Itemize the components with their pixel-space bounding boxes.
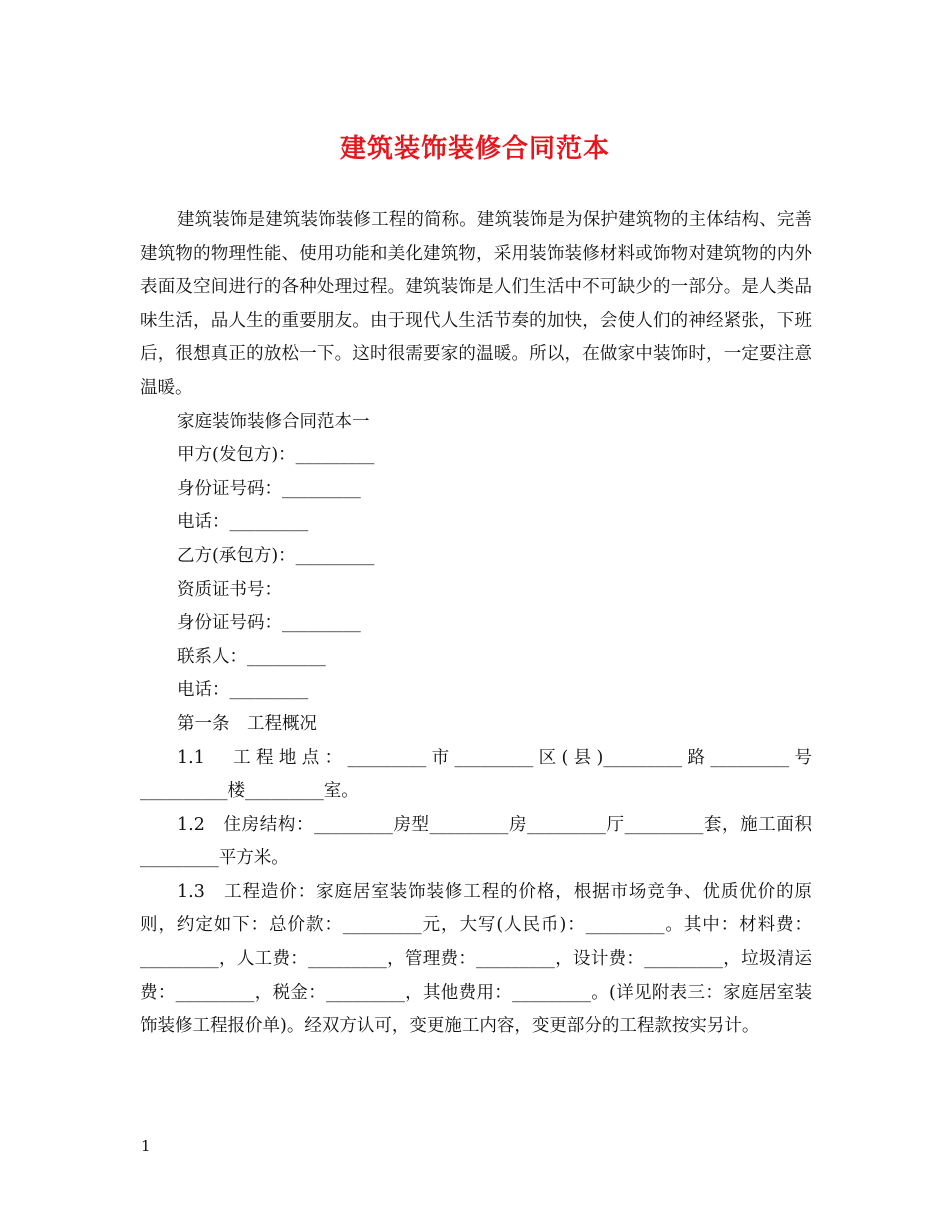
- clause-1-1: 1.1 工程地点：_________市_________区(县)_________路_________号__________楼_________室。: [140, 747, 812, 802]
- clause-1-2: 1.2 住房结构：_________房型_________房_________厅_________套，施工面积_________平方米。: [140, 814, 812, 869]
- document-title: 建筑装饰装修合同范本: [339, 134, 610, 164]
- intro-paragraph: 建筑装饰是建筑装饰装修工程的简称。建筑装饰是为保护建筑物的主体结构、完善建筑物的物理性能、使用功能和美化建筑物，采用装饰装修材料或饰物对建筑物的内外表面及空间进行的各种处理过程。建筑装饰是人们生活中不可缺少的一部分。是人类品味生活，品人生的重要朋友。由于现代人生活节奏的加快，会使人们的神经紧张，下班后，很想真正的放松一下。这时很需要家的温暖。所以，在做家中装饰时，一定要注意温暖。: [140, 210, 812, 398]
- article-heading: 第一条 工程概况: [177, 713, 317, 734]
- party-a-phone-line: 电话：_________: [177, 512, 309, 533]
- party-b-phone-line: 电话：_________: [177, 680, 309, 701]
- party-b-line: 乙方(承包方)：_________: [177, 545, 375, 566]
- party-a-id-line: 身份证号码：_________: [177, 478, 361, 499]
- party-b-id-line: 身份证号码：_________: [177, 613, 361, 634]
- party-b-contact-line: 联系人：_________: [177, 646, 326, 667]
- contract-title: 家庭装饰装修合同范本一: [177, 411, 370, 432]
- page-number: 1: [141, 1137, 151, 1155]
- party-a-line: 甲方(发包方)：_________: [177, 445, 375, 466]
- document-body: [140, 204, 812, 1044]
- clause-1-3: 1.3 工程造价：家庭居室装饰装修工程的价格，根据市场竞争、优质优价的原则，约定如下：总价款：_________元，大写(人民币)：_________。其中：材料费：_________，人工费：_________，管理费：_________，设计费：_________，垃圾清运费：_________，税金：_________，其他费用：_________。(详见附表三：家庭居室装饰装修工程报价单)。经双方认可，变更施工内容，变更部分的工程款按实另计。: [140, 881, 812, 1037]
- qualification-line: 资质证书号：: [177, 579, 282, 600]
